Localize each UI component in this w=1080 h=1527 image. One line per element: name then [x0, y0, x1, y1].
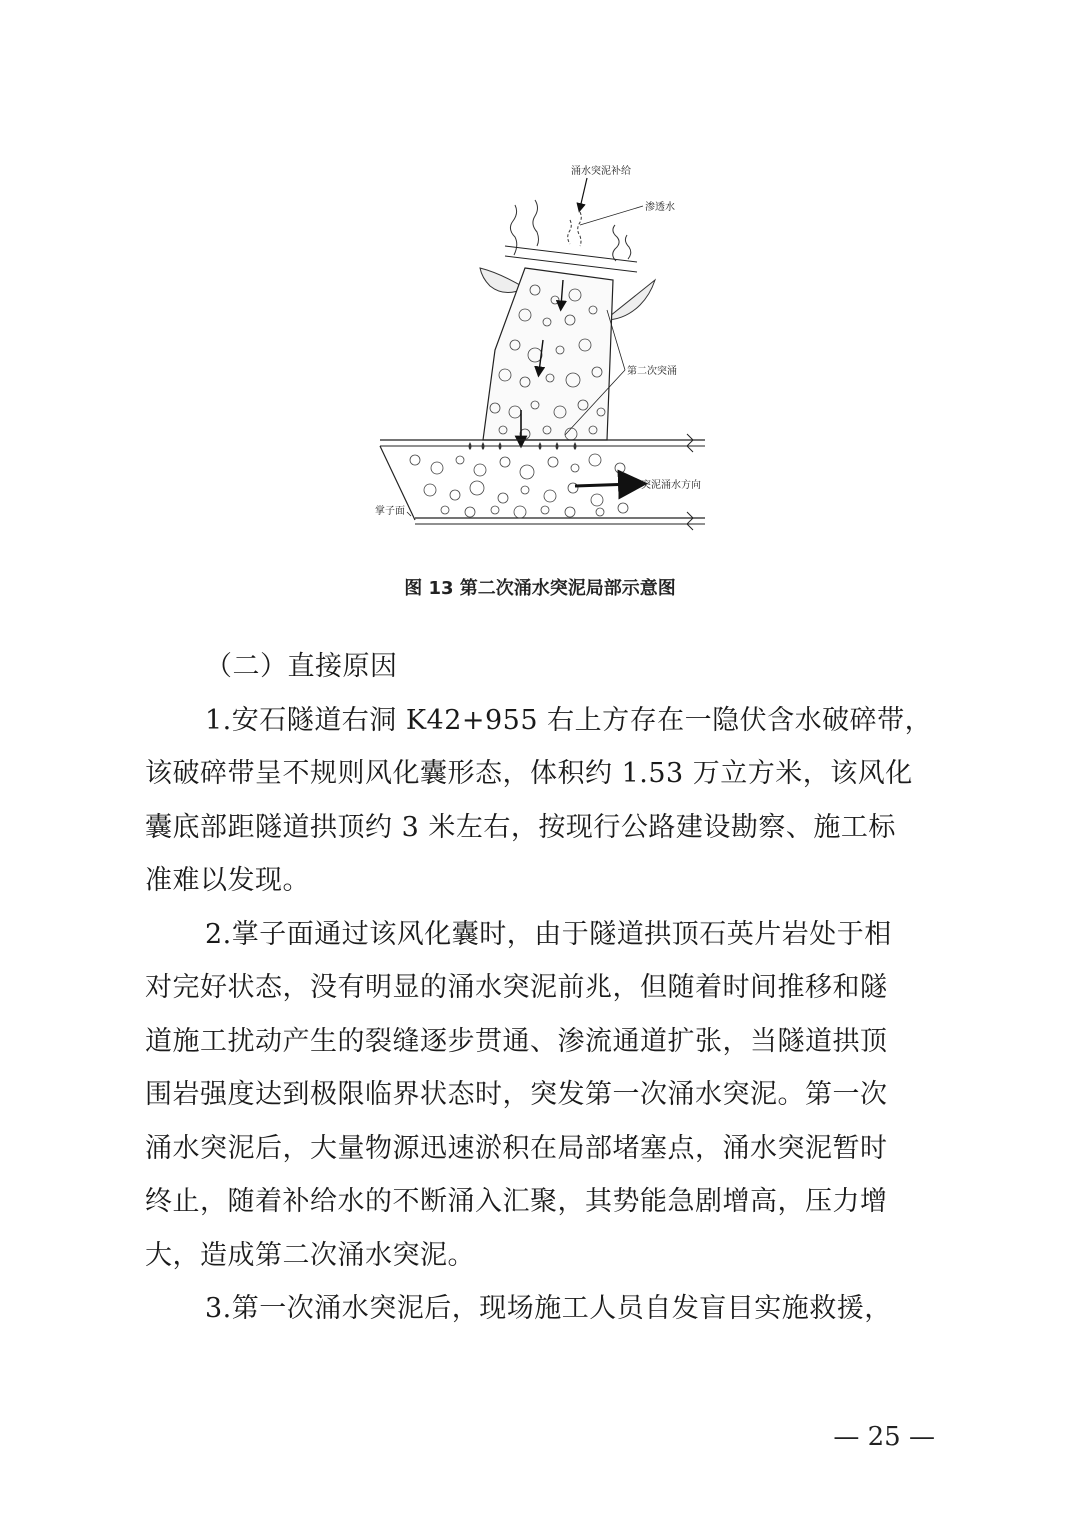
paragraph-line: 准难以发现。 [145, 865, 310, 896]
label-supply: 涌水突泥补给 [571, 166, 631, 177]
seepage-line-2 [533, 200, 539, 246]
paragraph-line: 囊底部距隧道拱顶约 3 米左右，按现行公路建设勘察、施工标 [145, 811, 896, 843]
face-leader [407, 512, 411, 516]
seepage-line-4 [625, 235, 630, 259]
paragraph-line: 对完好状态，没有明显的涌水突泥前兆，但随着时间推移和隧 [145, 972, 888, 1003]
tunnel-mud-burst-diagram [375, 150, 715, 540]
page-number: — 25 — [833, 1422, 935, 1452]
label-second-burst: 第二次突涌 [627, 366, 677, 377]
paragraph-line: 该破碎带呈不规则风化囊形态，体积约 1.53 万立方米，该风化 [145, 758, 913, 789]
paragraph-line: 涌水突泥后，大量物源迅速淤积在局部堵塞点，涌水突泥暂时 [145, 1132, 888, 1164]
collapse-column [483, 268, 613, 440]
break-mark-top [687, 434, 693, 452]
paragraph-line: 大，造成第二次涌水突泥。 [145, 1239, 475, 1271]
paragraph-line: 道施工扰动产生的裂缝逐步贯通、渗流通道扩张，当隧道拱顶 [145, 1025, 888, 1057]
stratum-line-1 [505, 246, 637, 262]
figure-caption: 图 13 第二次涌水突泥局部示意图 [404, 578, 676, 599]
label-direction: 突泥涌水方向 [641, 480, 701, 491]
supply-arrow [580, 178, 587, 208]
section-heading: （二）直接原因 [205, 651, 398, 682]
label-seepage: 渗透水 [645, 202, 675, 213]
seepage-line-6 [578, 212, 582, 246]
paragraph-line: 2.掌子面通过该风化囊时，由于隧道拱顶石英片岩处于相 [205, 918, 892, 950]
seepage-line-3 [613, 225, 619, 261]
paragraph-line: 围岩强度达到极限临界状态时，突发第一次涌水突泥。第一次 [145, 1079, 888, 1110]
body-text [145, 640, 945, 1336]
direction-arrow [575, 484, 633, 486]
break-mark-bottom [687, 512, 693, 530]
seepage-leader [580, 206, 643, 225]
label-face: 掌子面 [375, 506, 405, 517]
paragraph-line: 终止，随着补给水的不断涌入汇聚，其势能急剧增高，压力增 [145, 1186, 888, 1217]
figure-diagram [375, 150, 715, 540]
paragraph-line: 3.第一次涌水突泥后，现场施工人员自发盲目实施救援， [205, 1293, 892, 1324]
paragraph-line: 1.安石隧道右洞 K42+955 右上方存在一隐伏含水破碎带， [205, 704, 933, 736]
seepage-line-5 [568, 220, 572, 244]
